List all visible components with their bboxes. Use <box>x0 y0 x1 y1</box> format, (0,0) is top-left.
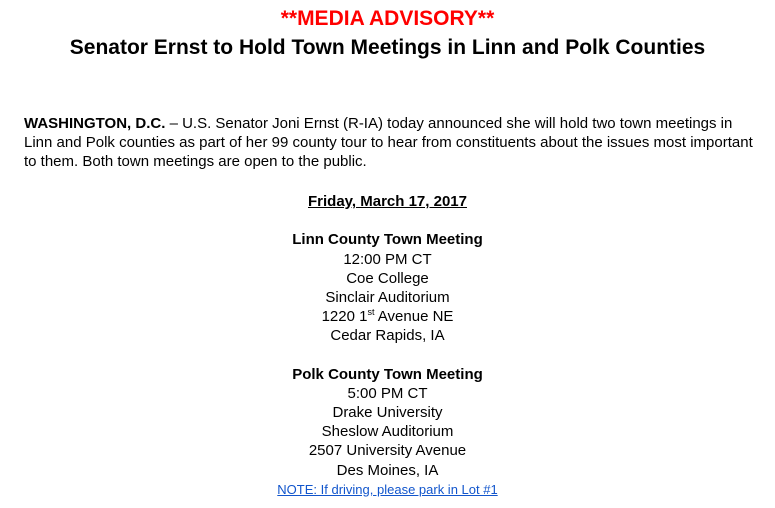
intro-paragraph <box>24 114 759 171</box>
linn-meeting-time: 12:00 PM CT <box>343 250 432 268</box>
event-schedule <box>0 192 775 499</box>
linn-address-street: Avenue NE <box>374 308 454 326</box>
linn-meeting-address <box>0 307 775 326</box>
linn-meeting-city: Cedar Rapids, IA <box>330 327 445 345</box>
polk-meeting-city: Des Moines, IA <box>336 461 439 479</box>
dateline: WASHINGTON, D.C. <box>24 115 166 132</box>
linn-meeting-venue: Coe College <box>346 269 429 287</box>
event-date: Friday, March 17, 2017 <box>308 193 467 210</box>
polk-meeting-venue: Drake University <box>332 404 443 422</box>
advisory-label: **MEDIA ADVISORY** <box>280 7 495 30</box>
polk-meeting-title: Polk County Town Meeting <box>292 365 483 383</box>
linn-meeting-room: Sinclair Auditorium <box>325 288 450 306</box>
linn-address-number: 1220 1 <box>321 308 368 326</box>
parking-note-link[interactable]: NOTE: If driving, please park in Lot #1 <box>277 481 498 497</box>
linn-meeting-title: Linn County Town Meeting <box>292 231 483 249</box>
spacer <box>0 346 775 365</box>
polk-meeting-room: Sheslow Auditorium <box>321 423 454 441</box>
intro-body: – U.S. Senator Joni Ernst (R-IA) today announced she will hold two town meetings in Linn and Polk counties as part of her 99 county tour to hear from constituents about the issues most important to them. Both town meetings are open to the public. <box>24 115 753 170</box>
spacer <box>0 211 775 230</box>
polk-meeting-address: 2507 University Avenue <box>308 442 467 460</box>
linn-address-ordinal: st <box>367 307 375 318</box>
headline: Senator Ernst to Hold Town Meetings in Linn and Polk Counties <box>69 36 706 59</box>
polk-meeting-time: 5:00 PM CT <box>347 384 428 402</box>
